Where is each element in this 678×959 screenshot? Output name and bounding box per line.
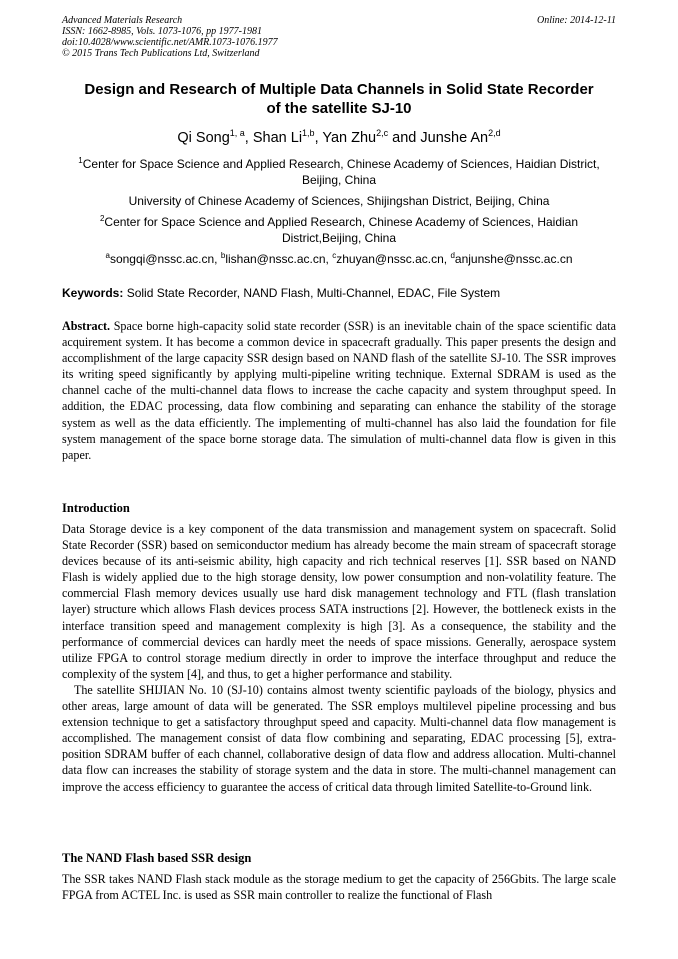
issn-line: ISSN: 1662-8985, Vols. 1073-1076, pp 1977-1981 <box>62 26 262 37</box>
abstract-text: Space borne high-capacity solid state recorder (SSR) is an inevitable chain of the space scientific data acquirement system. It has become a common device in spacecraft gradually. This paper presents the design and accomplishment of the large capacity SSR design based on NAND flash of the satellite SJ-10. The SSR improves its writing speed significantly by applying multi-pipeline writing technique. External SDRAM is used as the channel cache of the multi-channel data flows to increase the cache capacity and system throughput speed. In addition, the EDAC processing, data flow combining and separating can enhance the stability of the storage system as well as the data efficiently. The implementing of multi-channel has also laid the foundation for file system management of the space borne storage data. The simulation of multi-channel data flow is given in this paper. <box>62 319 616 462</box>
author-affiliation-mark: 2,d <box>488 128 501 139</box>
doi-line: doi:10.4028/www.scientific.net/AMR.1073-1076.1977 <box>62 37 278 48</box>
email-address[interactable]: songqi@nssc.ac.cn, <box>109 252 221 266</box>
author-separator: , <box>314 130 323 146</box>
affiliation-2-line-2: District,Beijing, China <box>281 231 397 245</box>
nand-section-body <box>62 871 616 903</box>
introduction-heading: Introduction <box>62 501 130 515</box>
running-header <box>62 15 616 59</box>
author-name: Junshe An <box>420 130 489 146</box>
affiliation-mark: 2 <box>99 214 105 223</box>
online-date: Online: 2014-12-11 <box>537 15 616 26</box>
journal-name: Advanced Materials Research <box>62 15 183 26</box>
keywords-label: Keywords: <box>62 286 124 300</box>
keywords <box>62 286 616 301</box>
email-mark: d <box>450 251 455 260</box>
author-name: Qi Song <box>177 130 230 146</box>
author-affiliation-mark: 2,c <box>376 128 389 139</box>
email-mark: c <box>332 251 337 260</box>
author-emails <box>62 251 616 267</box>
nand-paragraph-1: The SSR takes NAND Flash stack module as the storage medium to get the capacity of 256Gbits. The large scale FPGA from ACTEL Inc. is used as SSR main controller to realize the functional of Flash <box>62 872 616 903</box>
affiliation-mark: 1 <box>78 156 83 165</box>
abstract-label: Abstract. <box>62 319 111 333</box>
author-affiliation-mark: 1,b <box>302 128 315 139</box>
introduction-body <box>62 521 616 795</box>
abstract <box>62 318 616 463</box>
title-line-1: Design and Research of Multiple Data Channels in Solid State Recorder <box>84 81 594 98</box>
affiliation-2-line-1: Center for Space Science and Applied Research, Chinese Academy of Sciences, Haidian <box>104 215 579 229</box>
email-mark: b <box>220 251 226 260</box>
affiliation-1 <box>62 156 616 188</box>
copyright-line: © 2015 Trans Tech Publications Ltd, Switzerland <box>62 48 260 59</box>
author-separator: , <box>244 130 253 146</box>
keywords-text: Solid State Recorder, NAND Flash, Multi-Channel, EDAC, File System <box>123 286 501 300</box>
affiliation-1-line-2: Beijing, China <box>301 173 377 187</box>
affiliation-1-line-1: Center for Space Science and Applied Research, Chinese Academy of Sciences, Haidian District, <box>82 157 600 171</box>
title-line-2: of the satellite SJ-10 <box>266 100 412 117</box>
introduction-paragraph-2: The satellite SHIJIAN No. 10 (SJ-10) contains almost twenty scientific payloads of the biology, physics and other areas, large amount of data will be generated. The SSR employs multilevel pipeline processing and bus extension technique to get a satisfactory throughput speed and capacity. Multi-channel data flow management is accomplished. The management consist of data flow combining and separating, EDAC processing [5], extra-position SDRAM buffer of each channel, collaborative design of data flow and address allocation. Multi-channel data flow can increases the stability of storage system and the data in store. The multi-channel management can improve the access efficiency to guarantee the access of critical data through limited Satellite-to-Ground link. <box>62 682 616 794</box>
paper-title <box>52 80 626 118</box>
author-name: Shan Li <box>252 130 303 146</box>
author-list <box>62 129 616 147</box>
email-mark: a <box>105 251 110 260</box>
nand-section-heading: The NAND Flash based SSR design <box>62 851 252 865</box>
email-address[interactable]: lishan@nssc.ac.cn, <box>225 252 333 266</box>
author-separator: and <box>388 130 421 146</box>
affiliation-2 <box>62 214 616 246</box>
author-name: Yan Zhu <box>322 130 377 146</box>
introduction-paragraph-1: Data Storage device is a key component of the data transmission and management system on spacecraft. Solid State Recorder (SSR) based on semiconductor medium has already become the main stream of spacecraft storage devices because of its anti-seismic ability, high capacity and rich technical reserves [1]. SSR based on NAND Flash is widely applied due to the high storage density, low power consumption and non-volatility feature. The commercial Flash memory devices usually use hard disk management technology and FTL (flash translation layer) structure which allows Flash devices process SATA instructions [2]. However, the bottleneck exists in the interface transition speed and management complexity is high [3]. As a consequence, the stability and the performance of commercial devices can hardly meet the needs of space missions. Generally, aerospace system utilize FPGA to control storage medium directly in order to improve the interface throughput and reduce the complexity of the system [4], and thus, to get a higher performance and stability. <box>62 522 616 681</box>
author-affiliation-mark: 1, a <box>229 128 245 139</box>
email-address[interactable]: anjunshe@nssc.ac.cn <box>454 252 573 266</box>
email-address[interactable]: zhuyan@nssc.ac.cn, <box>336 252 451 266</box>
affiliation-1b: University of Chinese Academy of Sciences, Shijingshan District, Beijing, China <box>128 194 550 208</box>
